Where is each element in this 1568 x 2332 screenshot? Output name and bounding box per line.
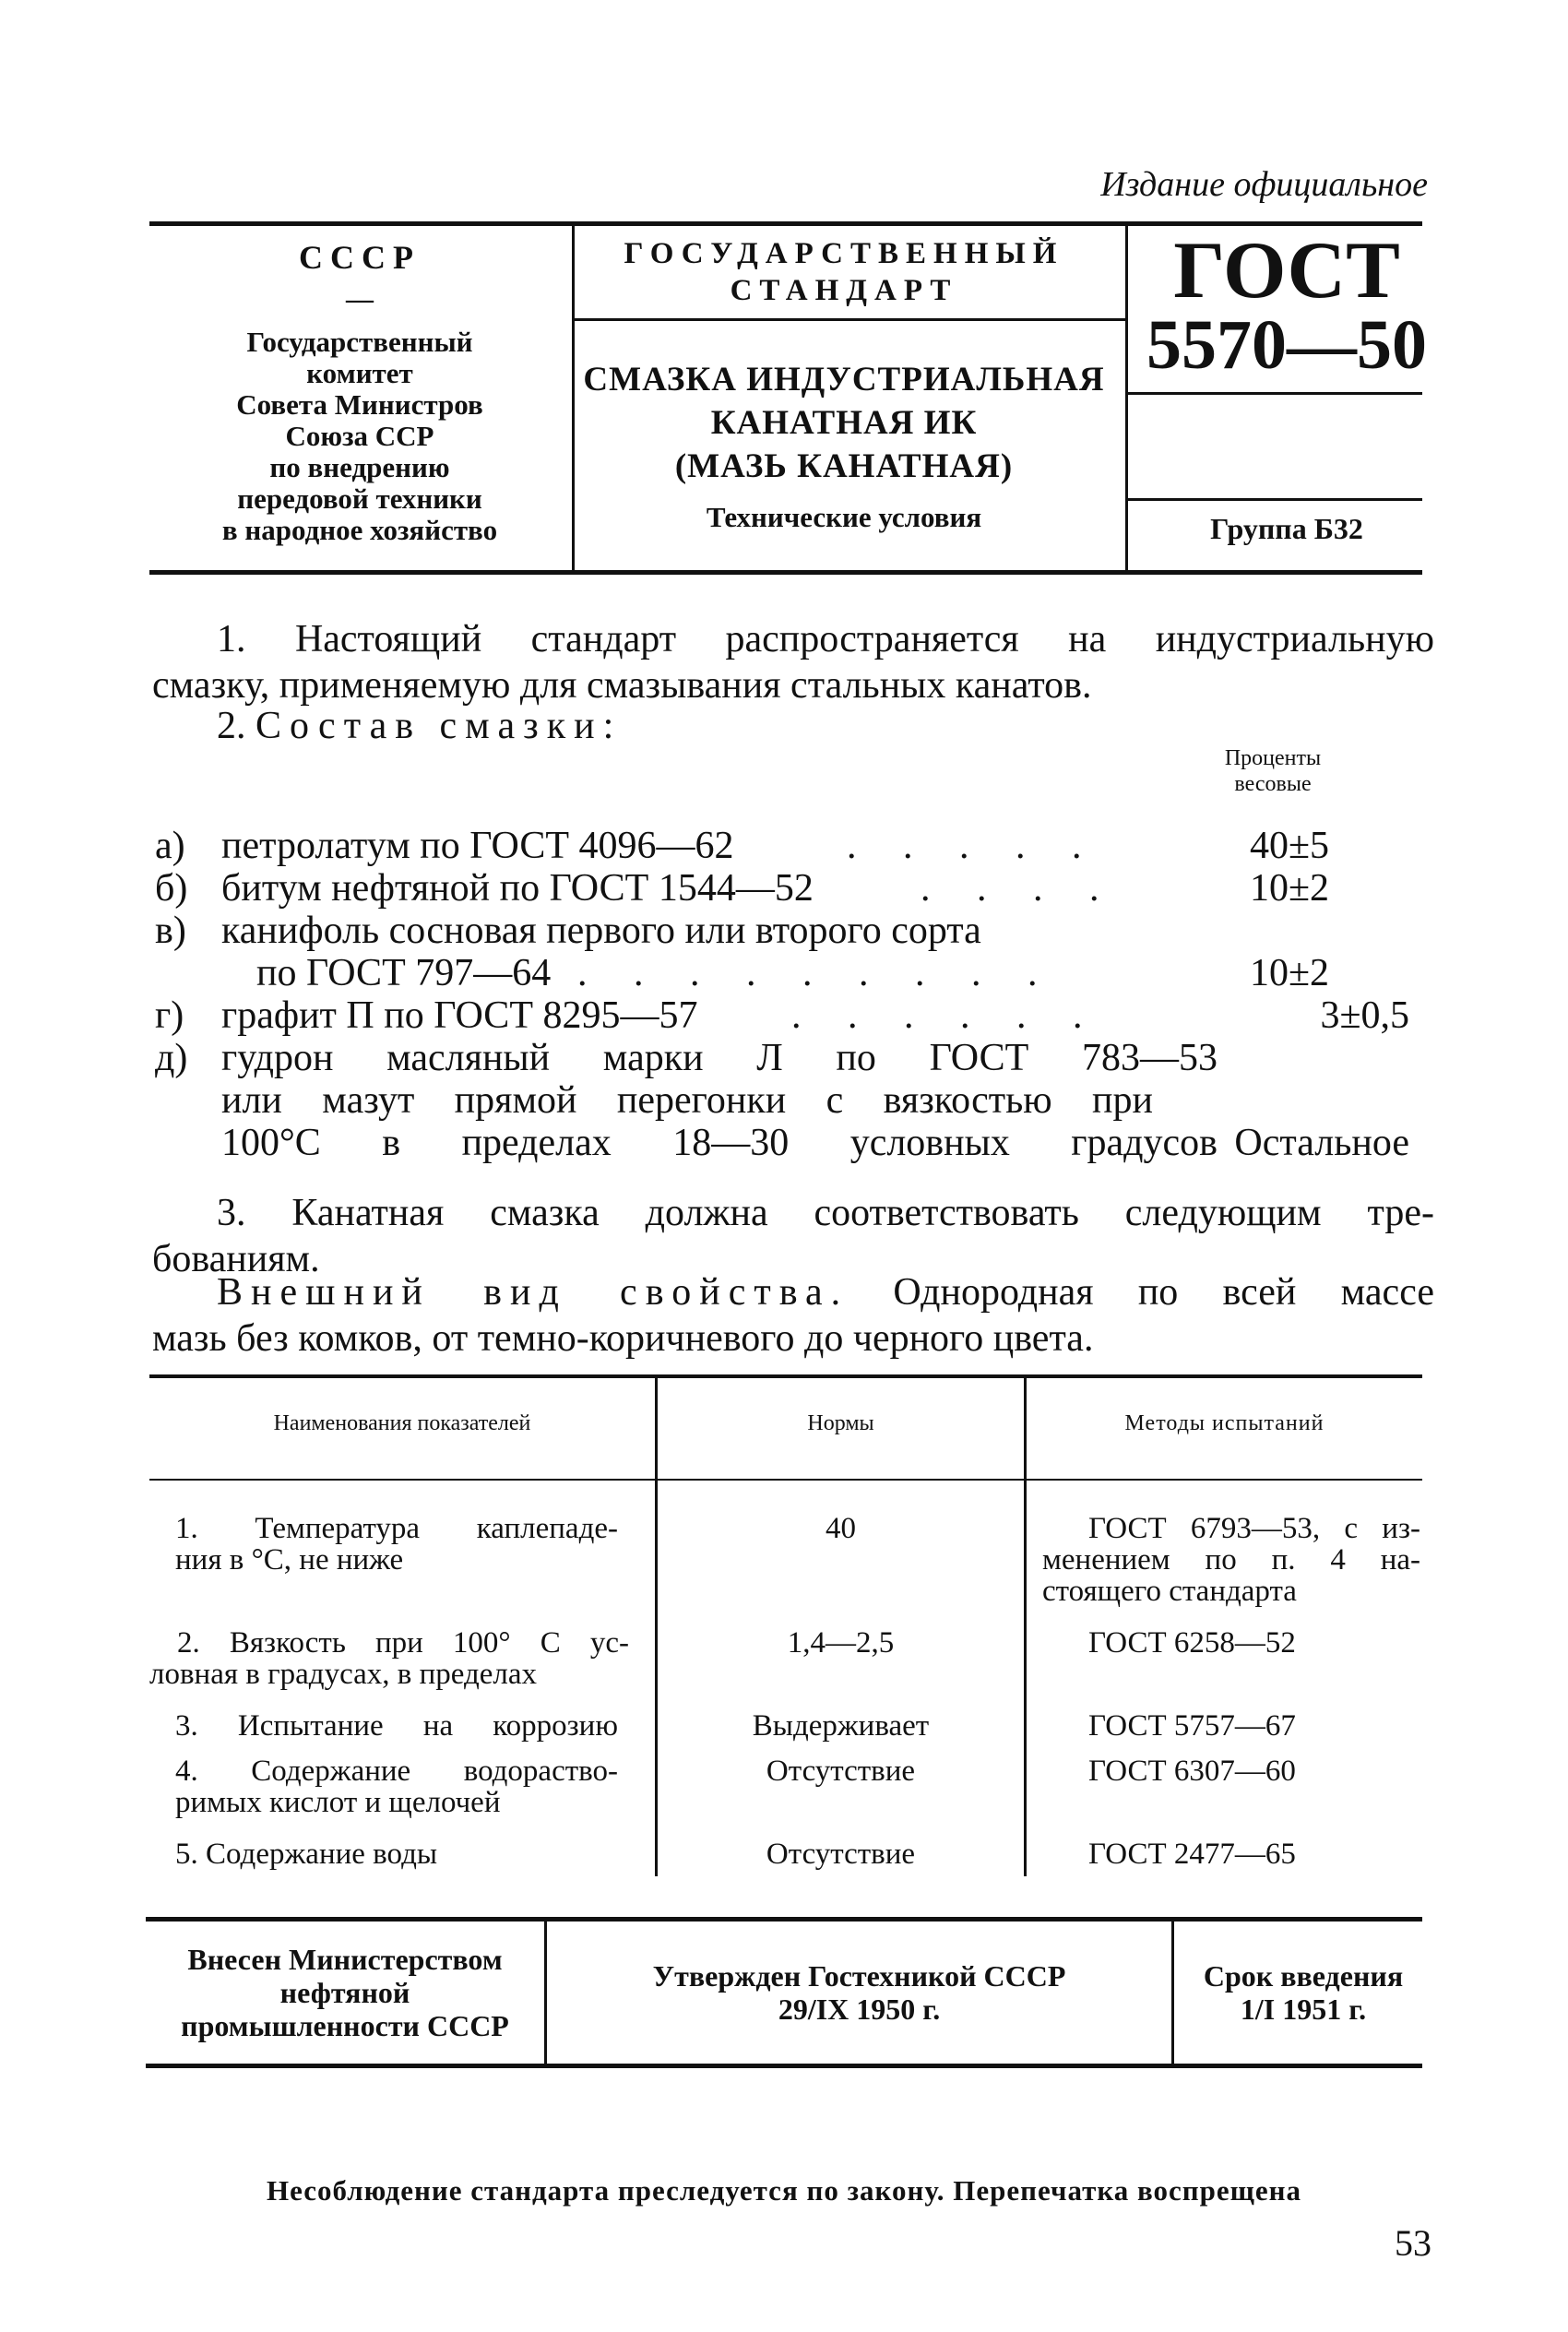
header-divider-right bbox=[1125, 226, 1128, 570]
row-method: ГОСТ 5757—67 bbox=[1088, 1709, 1296, 1743]
row-method: ГОСТ 6258—52 bbox=[1088, 1626, 1296, 1660]
header-bottom-rule bbox=[149, 570, 1422, 575]
footer-line: Срок введения bbox=[1203, 1959, 1404, 1993]
paragraph-1-line: 1. Настоящий стандарт распространяется на индустриальную bbox=[217, 618, 1434, 660]
gost-label: ГОСТ bbox=[1173, 226, 1400, 315]
committee-block bbox=[152, 327, 567, 546]
row-name-line: 2. Вязкость при 100° С ус- bbox=[177, 1626, 629, 1660]
row-norm: Выдерживает bbox=[752, 1709, 930, 1743]
row-name-line: ловная в градусах, в пределах bbox=[149, 1658, 538, 1691]
document-subtitle: Технические условия bbox=[706, 501, 982, 533]
group-label: Группа Б32 bbox=[1210, 512, 1363, 545]
item-letter: в) bbox=[155, 910, 186, 952]
row-name-line: римых кислот и щелочей bbox=[175, 1786, 501, 1819]
table-header-rule bbox=[149, 1479, 1422, 1481]
row-method-line: стоящего стандарта bbox=[1042, 1575, 1297, 1608]
table-col-divider-2 bbox=[1024, 1378, 1027, 1876]
composition-item bbox=[155, 823, 1437, 869]
table-row bbox=[175, 1755, 618, 1818]
composition-item bbox=[155, 1035, 1437, 1173]
page-number: 53 bbox=[1395, 2222, 1431, 2264]
row-name-line: 1. Температура каплепаде- bbox=[175, 1512, 618, 1545]
paragraph-2-title: Состав смазки: bbox=[255, 705, 623, 747]
row-norm: 40 bbox=[826, 1512, 856, 1545]
percent-header-line: Проценты bbox=[1224, 746, 1322, 770]
item-value: 40±5 bbox=[1249, 825, 1330, 867]
composition-item bbox=[155, 865, 1437, 911]
item-letter: б) bbox=[155, 867, 188, 910]
item-letter: г) bbox=[155, 994, 184, 1037]
item-text: гудрон масляный марки Л по ГОСТ 783—53 bbox=[221, 1037, 1218, 1079]
paragraph-1 bbox=[152, 616, 1434, 708]
country-label: СССР bbox=[299, 239, 421, 276]
committee-line: передовой техники bbox=[237, 482, 482, 515]
footer-top-rule bbox=[146, 1917, 1422, 1922]
item-text: или мазут прямой перегонки с вязкостью при bbox=[221, 1079, 1153, 1122]
footer-effective bbox=[1174, 1959, 1432, 2026]
appearance-line-2: мазь без комков, от темно-коричневого до черного цвета. bbox=[152, 1317, 1094, 1360]
paragraph-3-line: 3. Канатная смазка должна соответствовать следующим тре- bbox=[217, 1192, 1434, 1234]
item-text: петролатум по ГОСТ 4096—62 bbox=[221, 825, 734, 867]
footer-line: Утвержден Гостехникой СССР bbox=[652, 1959, 1066, 1993]
header-divider-left bbox=[572, 226, 575, 570]
committee-line: Союза ССР bbox=[285, 420, 434, 452]
table-row: 5. Содержание воды bbox=[175, 1838, 438, 1871]
row-norm: Отсутствие bbox=[766, 1838, 916, 1871]
footer-introduced bbox=[146, 1943, 544, 2042]
table-header-name: Наименования показателей bbox=[273, 1411, 531, 1435]
item-dots: . . . . . . bbox=[791, 994, 1101, 1037]
title-line: СМАЗКА ИНДУСТРИАЛЬНАЯ bbox=[583, 361, 1105, 399]
footer-line: 1/I 1951 г. bbox=[1240, 1993, 1367, 2026]
center-separator bbox=[575, 318, 1125, 321]
appearance-label: Внешний вид свойства. bbox=[217, 1271, 849, 1314]
row-method-line: менением по п. 4 на- bbox=[1042, 1543, 1420, 1576]
paragraph-1-line: смазку, применяемую для смазывания стальных канатов. bbox=[152, 664, 1092, 707]
row-name-line: 4. Содержание водораство- bbox=[175, 1755, 618, 1788]
footer-approved bbox=[547, 1959, 1171, 2026]
row-norm: Отсутствие bbox=[766, 1755, 916, 1788]
table-top-rule bbox=[149, 1374, 1422, 1378]
gost-number: 5570—50 bbox=[1146, 306, 1427, 384]
item-dots: . . . . bbox=[921, 867, 1118, 910]
table-row bbox=[175, 1513, 618, 1576]
item-value: 10±2 bbox=[1249, 867, 1330, 910]
title-line: КАНАТНАЯ ИК bbox=[710, 404, 978, 442]
footer-bottom-rule bbox=[146, 2064, 1422, 2068]
footer-line: 29/IX 1950 г. bbox=[778, 1993, 941, 2026]
composition-item bbox=[155, 993, 1437, 1039]
item-value: Остальное bbox=[1234, 1122, 1409, 1164]
penalty-notice: Несоблюдение стандарта преследуется по закону. Перепечатка воспрещена bbox=[267, 2174, 1301, 2207]
title-line: (МАЗЬ КАНАТНАЯ) bbox=[674, 447, 1014, 485]
right-separator-1 bbox=[1128, 392, 1422, 395]
edition-label: Издание официальное bbox=[1100, 165, 1428, 204]
item-dots: . . . . . bbox=[847, 825, 1100, 867]
item-text: 100°С в пределах 18—30 условных градусов bbox=[221, 1122, 1218, 1164]
table-header-norm: Нормы bbox=[807, 1411, 874, 1435]
document-title bbox=[581, 358, 1107, 539]
item-text: графит П по ГОСТ 8295—57 bbox=[221, 994, 698, 1037]
item-text: битум нефтяной по ГОСТ 1544—52 bbox=[221, 867, 814, 910]
committee-line: Государственный bbox=[246, 326, 473, 358]
paragraph-2-number: 2. bbox=[217, 705, 246, 747]
standard-label-line: СТАНДАРТ bbox=[730, 274, 958, 307]
standard-label-line: ГОСУДАРСТВЕННЫЙ bbox=[624, 237, 1064, 270]
header-dash: — bbox=[346, 284, 374, 315]
item-dots: . . . . . . . . . bbox=[577, 952, 1056, 994]
footer-line: промышленности СССР bbox=[181, 2009, 509, 2042]
paragraph-2-heading bbox=[217, 703, 622, 749]
item-value: 3±0,5 bbox=[1320, 994, 1409, 1037]
committee-line: по внедрению bbox=[269, 451, 450, 483]
header-left bbox=[152, 238, 567, 546]
row-method: ГОСТ 6307—60 bbox=[1088, 1755, 1296, 1788]
committee-line: Совета Министров bbox=[236, 388, 483, 421]
appearance-text: Однородная по всей массе bbox=[893, 1271, 1434, 1314]
row-method-line: ГОСТ 6793—53, с из- bbox=[1088, 1512, 1420, 1545]
percent-header-line: весовые bbox=[1234, 772, 1312, 796]
appearance-paragraph bbox=[152, 1269, 1434, 1362]
table-row: 3. Испытание на коррозию bbox=[175, 1709, 618, 1743]
percent-header bbox=[1190, 745, 1356, 797]
item-letter: д) bbox=[155, 1037, 188, 1079]
row-method: ГОСТ 2477—65 bbox=[1088, 1838, 1296, 1871]
committee-line: в народное хозяйство bbox=[221, 514, 498, 546]
appearance-line bbox=[152, 1269, 1434, 1315]
table-row bbox=[149, 1627, 629, 1690]
composition-item bbox=[155, 908, 1437, 1000]
right-separator-2 bbox=[1128, 498, 1422, 501]
footer-line: нефтяной bbox=[279, 1976, 410, 2009]
row-method bbox=[1042, 1513, 1420, 1607]
standard-label bbox=[581, 235, 1107, 309]
item-text: канифоль сосновая первого или второго сорта bbox=[221, 910, 981, 952]
item-value: 10±2 bbox=[1249, 952, 1330, 994]
paragraph-3 bbox=[152, 1190, 1434, 1282]
paragraph-3-line: бованиям. bbox=[152, 1238, 320, 1280]
row-norm: 1,4—2,5 bbox=[787, 1626, 895, 1660]
row-name-line: ния в °С, не ниже bbox=[175, 1543, 404, 1576]
footer-line: Внесен Министерством bbox=[187, 1943, 503, 1976]
table-header-method: Методы испытаний bbox=[1124, 1411, 1324, 1435]
committee-line: комитет bbox=[306, 357, 413, 389]
item-letter: а) bbox=[155, 825, 185, 867]
item-text: по ГОСТ 797—64 bbox=[256, 952, 552, 994]
